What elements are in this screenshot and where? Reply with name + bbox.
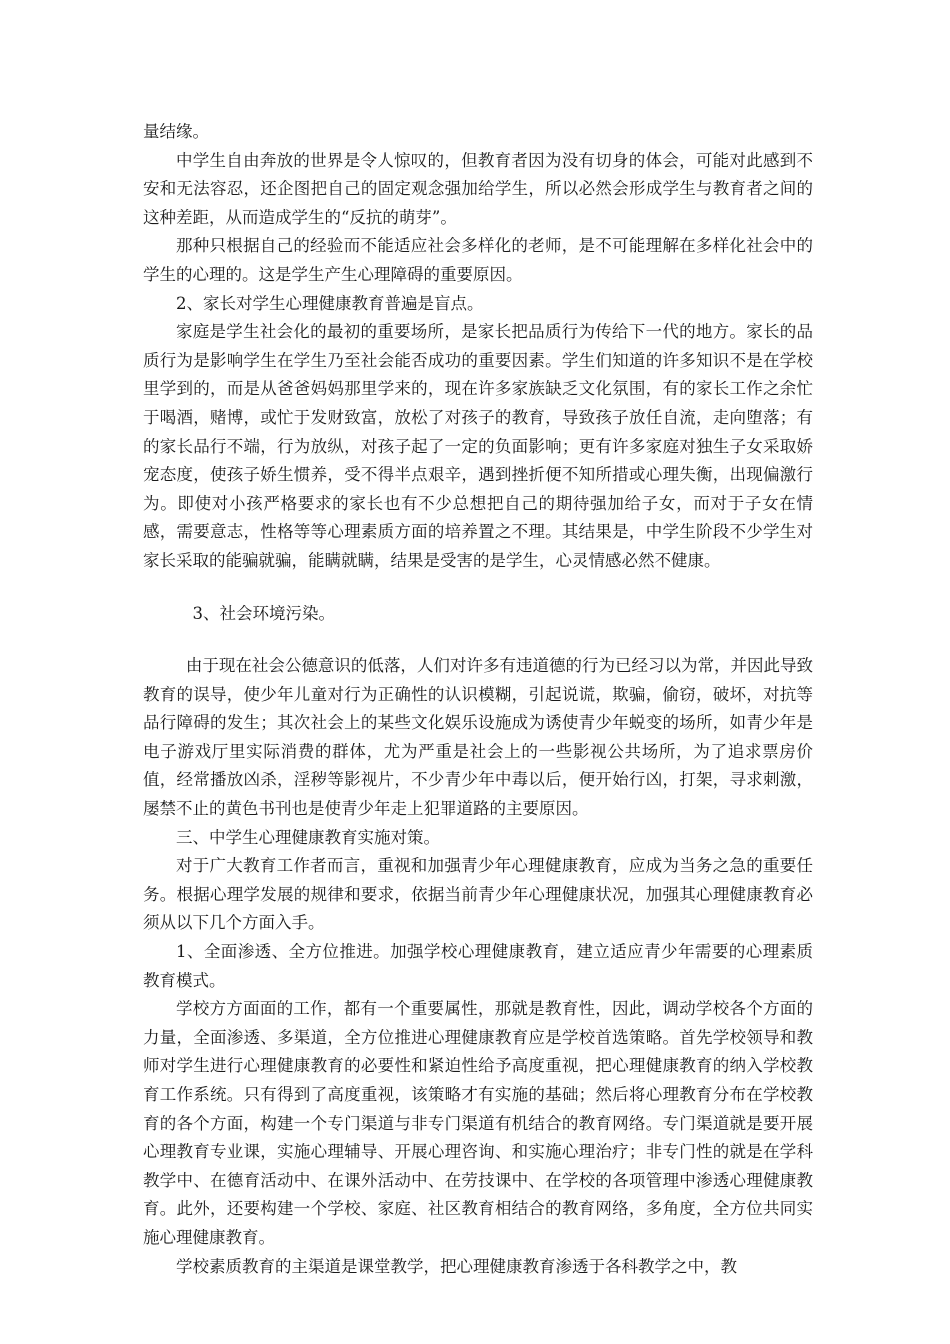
paragraph: 家庭是学生社会化的最初的重要场所，是家长把品质行为传给下一代的地方。家长的品质行为是影响学生在学生乃至社会能否成功的重要因素。学生们知道的许多知识不是在学校里学到的，而是从爸爸妈妈那里学来的，现在许多家族缺乏文化氛围，有的家长工作之余忙于喝酒，赌博，或忙于发财致富，放松了对孩子的教育，导致孩子放任自流，走向堕落；有的家长品行不端，行为放纵，对孩子起了一定的负面影响；更有许多家庭对独生子女采取娇宠态度，使孩子娇生惯养，受不得半点艰辛，遇到挫折便不知所措或心理失衡，出现偏激行为。即使对小孩严格要求的家长也有不少总想把自己的期待强加给子女，而对于子女在情感，需要意志，性格等等心理素质方面的培养置之不理。其结果是，中学生阶段不少学生对家长采取的能骗就骗，能瞒就瞒，结果是受害的是学生，心灵情感必然不健康。 bbox=[143, 322, 813, 570]
paragraph-continuation: 量结缘。 bbox=[143, 122, 209, 141]
section-heading: 2、家长对学生心理健康教育普遍是盲点。 bbox=[176, 293, 484, 313]
paragraph: 中学生自由奔放的世界是令人惊叹的，但教育者因为没有切身的体会，可能对此感到不安和无法容忍，还企图把自己的固定观念强加给学生，所以必然会形成学生与教育者之间的这种差距，从而造成学生的“反抗的萌芽”。 bbox=[143, 150, 813, 227]
paragraph: 由于现在社会公德意识的低落，人们对许多有违道德的行为已经习以为常，并因此导致教育的误导，使少年儿童对行为正确性的认识模糊，引起说谎，欺骗，偷窃，破坏，对抗等品行障碍的发生；其次社会上的某些文化娱乐设施成为诱使青少年蜕变的场所，如青少年是电子游戏厅里实际消费的群体，尤为严重是社会上的一些影视公共场所，为了追求票房价值，经常播放凶杀，淫秽等影视片，不少青少年中毒以后，便开始行凶，打架，寻求刺激，屡禁不止的黄色书刊也是使青少年走上犯罪道路的主要原因。 bbox=[143, 656, 813, 819]
paragraph: 那种只根据自己的经验而不能适应社会多样化的老师，是不可能理解在多样化社会中的学生的心理的。这是学生产生心理障碍的重要原因。 bbox=[143, 236, 813, 284]
paragraph: 学校素质教育的主渠道是课堂教学，把心理健康教育渗透于各科教学之中，教 bbox=[176, 1256, 737, 1276]
document-body bbox=[143, 118, 813, 1281]
section-heading: 1、全面渗透、全方位推进。加强学校心理健康教育，建立适应青少年需要的心理素质教育模式。 bbox=[143, 942, 813, 990]
paragraph: 学校方方面面的工作，都有一个重要属性，那就是教育性，因此，调动学校各个方面的力量，全面渗透、多渠道，全方位推进心理健康教育应是学校首选策略。首先学校领导和教师对学生进行心理健康教育的必要性和紧迫性给予高度重视，把心理健康教育的纳入学校教育工作系统。只有得到了高度重视，该策略才有实施的基础；然后将心理教育分布在学校教育的各个方面，构建一个专门渠道与非专门渠道有机结合的教育网络。专门渠道就是要开展心理教育专业课，实施心理辅导、开展心理咨询、和实施心理治疗；非专门性的就是在学科教学中、在德育活动中、在课外活动中、在劳技课中、在学校的各项管理中渗透心理健康教育。此外，还要构建一个学校、家庭、社区教育相结合的教育网络，多角度，全方位共同实施心理健康教育。 bbox=[143, 999, 813, 1247]
paragraph: 对于广大教育工作者而言，重视和加强青少年心理健康教育，应成为当务之急的重要任务。根据心理学发展的规律和要求，依据当前青少年心理健康状况，加强其心理健康教育必须从以下几个方面入手。 bbox=[143, 856, 813, 933]
section-heading: 3、社会环境污染。 bbox=[192, 603, 335, 623]
section-heading: 三、中学生心理健康教育实施对策。 bbox=[176, 827, 440, 847]
